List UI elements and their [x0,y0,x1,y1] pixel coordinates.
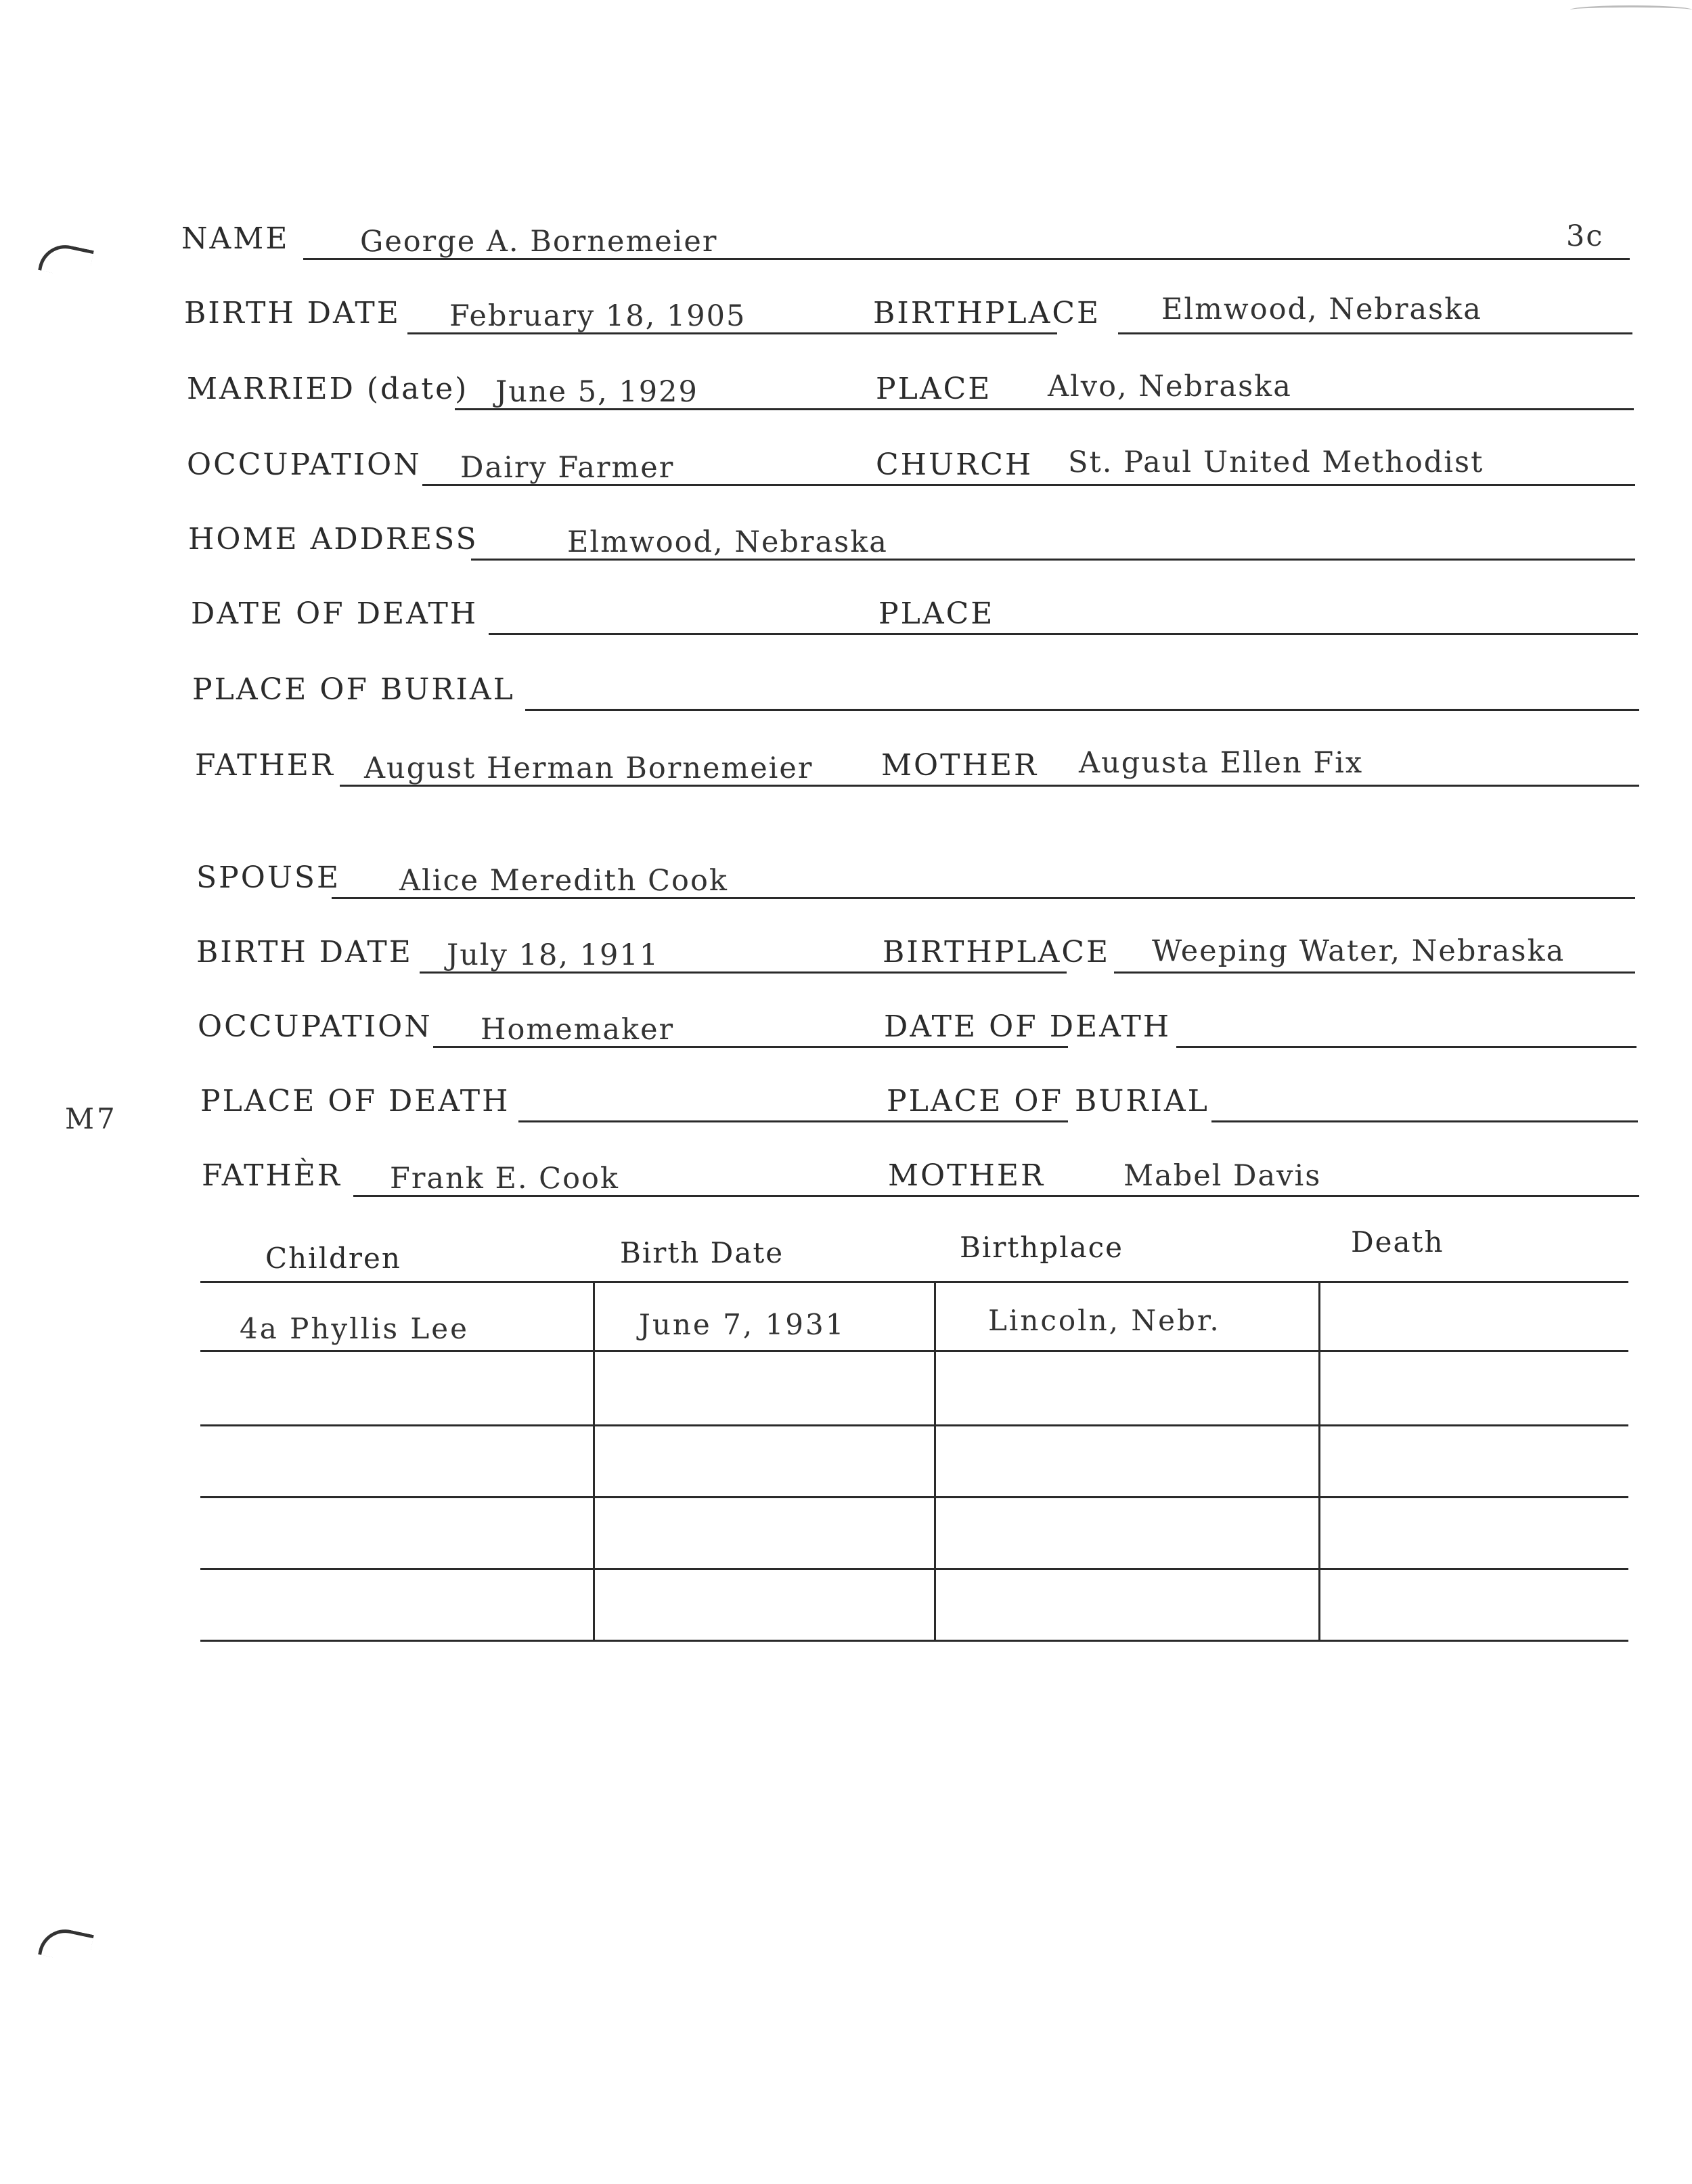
spouse-burial-line [1211,1120,1638,1122]
binder-hole-top [38,240,94,281]
birthplace-label: BIRTHPLACE [873,296,1101,330]
father-label: FATHER [195,748,336,783]
married-place-value: Alvo, Nebraska [1048,370,1292,403]
table-row-rule [200,1568,1628,1570]
spouse-parents-row [202,1154,1650,1201]
occupation-label: OCCUPATION [187,447,422,482]
spouse-label: SPOUSE [196,860,341,895]
church-line [1023,484,1635,486]
margin-note: M7 [65,1102,118,1135]
child-birth-date-cell: June 7, 1931 [639,1308,846,1341]
burial-label: PLACE OF BURIAL [192,672,515,707]
child-birthplace-cell: Lincoln, Nebr. [988,1304,1221,1337]
married-label: MARRIED (date) [187,372,469,406]
church-value: St. Paul United Methodist [1068,445,1484,479]
birth-date-label: BIRTH DATE [184,296,401,330]
spouse-birthplace-line [1114,971,1635,974]
date-of-death-line [489,633,1064,635]
married-place-line [1008,408,1634,410]
page-number: 3c [1566,219,1604,253]
corner-scan-mark [1570,5,1692,14]
spouse-date-of-death-line [1176,1046,1637,1048]
mother-line [1030,785,1639,787]
binder-hole-bottom [38,1925,94,1965]
burial-line [525,709,1639,711]
married-row [187,367,1635,414]
name-value: George A. Bornemeier [360,225,718,259]
table-col-divider [593,1281,595,1640]
th-children: Children [265,1242,401,1275]
date-of-death-label: DATE OF DEATH [191,596,478,631]
father-value: August Herman Bornemeier [364,751,814,785]
spouse-death-row [200,1079,1649,1127]
table-header-rule [200,1281,1628,1283]
table-row-rule [200,1496,1628,1498]
spouse-place-of-death-line [518,1120,1068,1122]
spouse-mother-line [1041,1195,1639,1197]
death-place-line [1003,633,1638,635]
spouse-birthplace-value: Weeping Water, Nebraska [1152,934,1565,968]
spouse-occupation-row [198,1005,1646,1052]
spouse-occupation-label: OCCUPATION [198,1009,432,1044]
spouse-mother-label: MOTHER [888,1158,1046,1193]
occupation-value: Dairy Farmer [460,451,675,485]
home-address-value: Elmwood, Nebraska [567,525,888,559]
table-col-divider [1318,1281,1320,1640]
church-label: CHURCH [876,447,1033,482]
mother-value: Augusta Ellen Fix [1079,746,1364,780]
spouse-father-label: FATHÈR [202,1158,342,1193]
table-bottom-rule [200,1640,1628,1642]
married-place-label: PLACE [876,372,992,406]
death-place-label: PLACE [878,596,995,631]
birth-date-value: February 18, 1905 [449,299,747,333]
burial-row [192,668,1641,715]
spouse-burial-label: PLACE OF BURIAL [887,1084,1209,1118]
table-col-divider [934,1281,936,1640]
table-row-rule [200,1424,1628,1426]
child-name-cell: 4a Phyllis Lee [240,1312,469,1345]
home-address-label: HOME ADDRESS [188,522,478,556]
name-row [181,217,1630,264]
mother-label: MOTHER [881,748,1039,783]
spouse-occupation-value: Homemaker [481,1013,675,1047]
birthplace-line [1118,332,1632,334]
spouse-father-value: Frank E. Cook [390,1162,619,1196]
spouse-birth-date-label: BIRTH DATE [196,935,413,969]
parents-row [195,743,1643,791]
date-of-death-row [191,592,1639,639]
spouse-birth-row [196,930,1645,978]
th-death: Death [1351,1225,1444,1259]
name-label: NAME [181,221,290,256]
spouse-birthplace-label: BIRTHPLACE [883,935,1111,969]
spouse-place-of-death-label: PLACE OF DEATH [200,1084,510,1118]
spouse-birth-date-value: July 18, 1911 [447,938,660,972]
spouse-row [196,856,1645,903]
birthplace-value: Elmwood, Nebraska [1161,292,1482,326]
th-birthplace: Birthplace [960,1231,1124,1264]
home-address-row [188,517,1637,565]
table-row-rule [200,1350,1628,1352]
th-birth-date: Birth Date [620,1236,784,1269]
spouse-mother-value: Mabel Davis [1123,1159,1322,1193]
birth-date-row [184,291,1632,338]
spouse-date-of-death-label: DATE OF DEATH [884,1009,1172,1044]
children-table [200,1219,1628,1652]
spouse-value: Alice Meredith Cook [399,864,728,898]
married-value: June 5, 1929 [495,375,698,409]
occupation-row [187,443,1635,490]
